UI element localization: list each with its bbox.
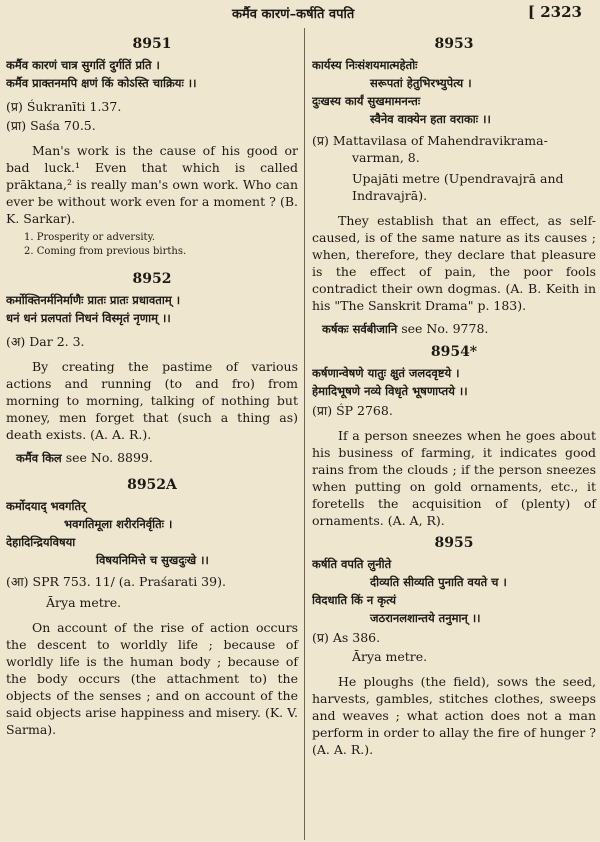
entry-number: 8952A (127, 477, 177, 493)
verse-line: जठरानलशान्तये तनुमान् ।। (370, 611, 481, 625)
footnote: 1. Prosperity or adversity. (24, 232, 156, 243)
source-reference: (अ) Dar 2. 3. (6, 334, 85, 349)
verse-line: धनं धनं प्रलपतां निधनं विस्मृतं नृणाम् ।। (6, 311, 171, 325)
verse-line: भवगतिमूला शरीरनिर्वृतिः । (64, 517, 173, 531)
verse-line: कर्मोक्तिनर्मनिर्माणैः प्रातः प्रातः प्रधावताम् । (6, 293, 181, 307)
footnote: 2. Coming from previous births. (24, 246, 187, 257)
page-number: [ 2323 (527, 3, 582, 21)
entry-8952 (6, 271, 298, 467)
entry-8952A (6, 477, 298, 738)
source-reference: (प्रा) Saśa 70.5. (6, 118, 96, 133)
verse-line: दीव्यति सीव्यति पुनाति वयते च । (370, 575, 507, 589)
verse-line: कर्षति वपति लुनीते (312, 557, 392, 571)
right-column (312, 30, 596, 762)
translation: On account of the rise of action occurs the descent to worldly life ; because of worldly life is the human body ; because of the body occurs (the attachment to) the objects of the senses ; and on account of the said objects arise happiness and misery. (K. V. Sarma). (6, 620, 298, 737)
cross-reference-verse: कर्षकः सर्वबीजानि (322, 322, 398, 336)
cross-reference-target: see No. 8899. (61, 450, 153, 465)
running-title: कर्मैव कारणं–कर्षति वपति (232, 7, 355, 22)
cross-reference-verse: कर्मैव किल (16, 451, 62, 465)
verse-line: विदधाति किं न कृत्यं (312, 593, 397, 607)
source-reference: (प्र) As 386. (312, 630, 381, 645)
verse-line: कर्मैव प्राक्तनमपि क्षणं किं कोऽस्ति चाक्रियः ।। (6, 76, 197, 90)
verse-line: कर्षणान्वेषणे यातुः क्षुतं जलदवृष्टये । (312, 366, 460, 380)
entry-number: 8954* (430, 344, 478, 360)
metre-note: Ārya metre. (46, 595, 122, 610)
entry-number: 8955 (434, 535, 474, 551)
entry-number: 8953 (434, 36, 474, 52)
entry-number: 8952 (132, 271, 172, 287)
metre-note: Upajāti metre (Upendravajrā and Indravajrā). (352, 171, 564, 203)
entry-8955 (312, 535, 596, 758)
verse-line: देहादिन्द्रियविषया (6, 535, 76, 549)
entry-8951 (6, 36, 298, 259)
translation: By creating the pastime of various actions and running (to and fro) from morning to morning, talking of nothing but money, men forget that (such a thing as) death exists. (A. A. R.). (6, 359, 298, 442)
metre-note: Ārya metre. (352, 649, 428, 664)
verse-line: हेमादिभूषणे नव्ये विधृते भूषणाप्तये ।। (312, 384, 468, 398)
translation: Man's work is the cause of his good or bad luck.¹ Even that which is called prāktana,² is really man's own work. Who can ever be without work even for a moment ? (B. K. Sarkar). (6, 143, 298, 226)
verse-line: सरूपतां हेतुभिरभ्युपेत्य । (370, 76, 472, 90)
verse-line: विषयनिमित्ते च सुखदुःखे ।। (96, 553, 209, 567)
verse-line: दुःखस्य कार्यं सुखमामनन्तः (312, 94, 421, 108)
cross-reference (322, 320, 596, 338)
cross-reference (16, 449, 298, 467)
entry-8953 (312, 36, 596, 338)
column-divider (304, 28, 305, 840)
source-reference: (प्रा) ŚP 2768. (312, 403, 393, 418)
page-header (0, 0, 600, 26)
translation: If a person sneezes when he goes about his business of farming, it indicates good rains from the clouds ; if the person sneezes when putting on gold ornaments, etc., it foretells the acquisition of (plenty) of ornaments. (A. A, R). (312, 428, 596, 528)
verse-line: कार्यस्य निःसंशयमात्महेतोः (312, 58, 418, 72)
left-column (6, 30, 298, 742)
source-reference: (प्र) Śukranīti 1.37. (6, 99, 122, 114)
cross-reference-target: see No. 9778. (397, 321, 489, 336)
source-reference: (प्र) Mattavilasa of Mahendravikrama-varman, 8. (312, 133, 548, 165)
entry-number: 8951 (132, 36, 172, 52)
source-reference: (आ) SPR 753. 11/ (a. Praśarati 39). (6, 574, 226, 589)
verse-line: कर्मोदयाद् भवगतिर् (6, 499, 86, 513)
translation: He ploughs (the field), sows the seed, harvests, gambles, stitches clothes, sweeps and weaves ; what action does not a man perform in order to allay the fire of hunger ? (A. A. R.). (312, 674, 596, 757)
entry-8954 (312, 344, 596, 529)
verse-line: स्वैनेव वाक्येन हता वराकाः ।। (370, 112, 491, 126)
verse-line: कर्मैव कारणं चात्र सुगतिं दुर्गतिं प्रति । (6, 58, 160, 72)
translation: They establish that an effect, as self-caused, is of the same nature as its causes ; when, therefore, they declare that pleasure is the effect of pain, the poor fools contradict their own dogmas. (A. B. Keith in his "The Sanskrit Drama" p. 183). (312, 213, 596, 313)
